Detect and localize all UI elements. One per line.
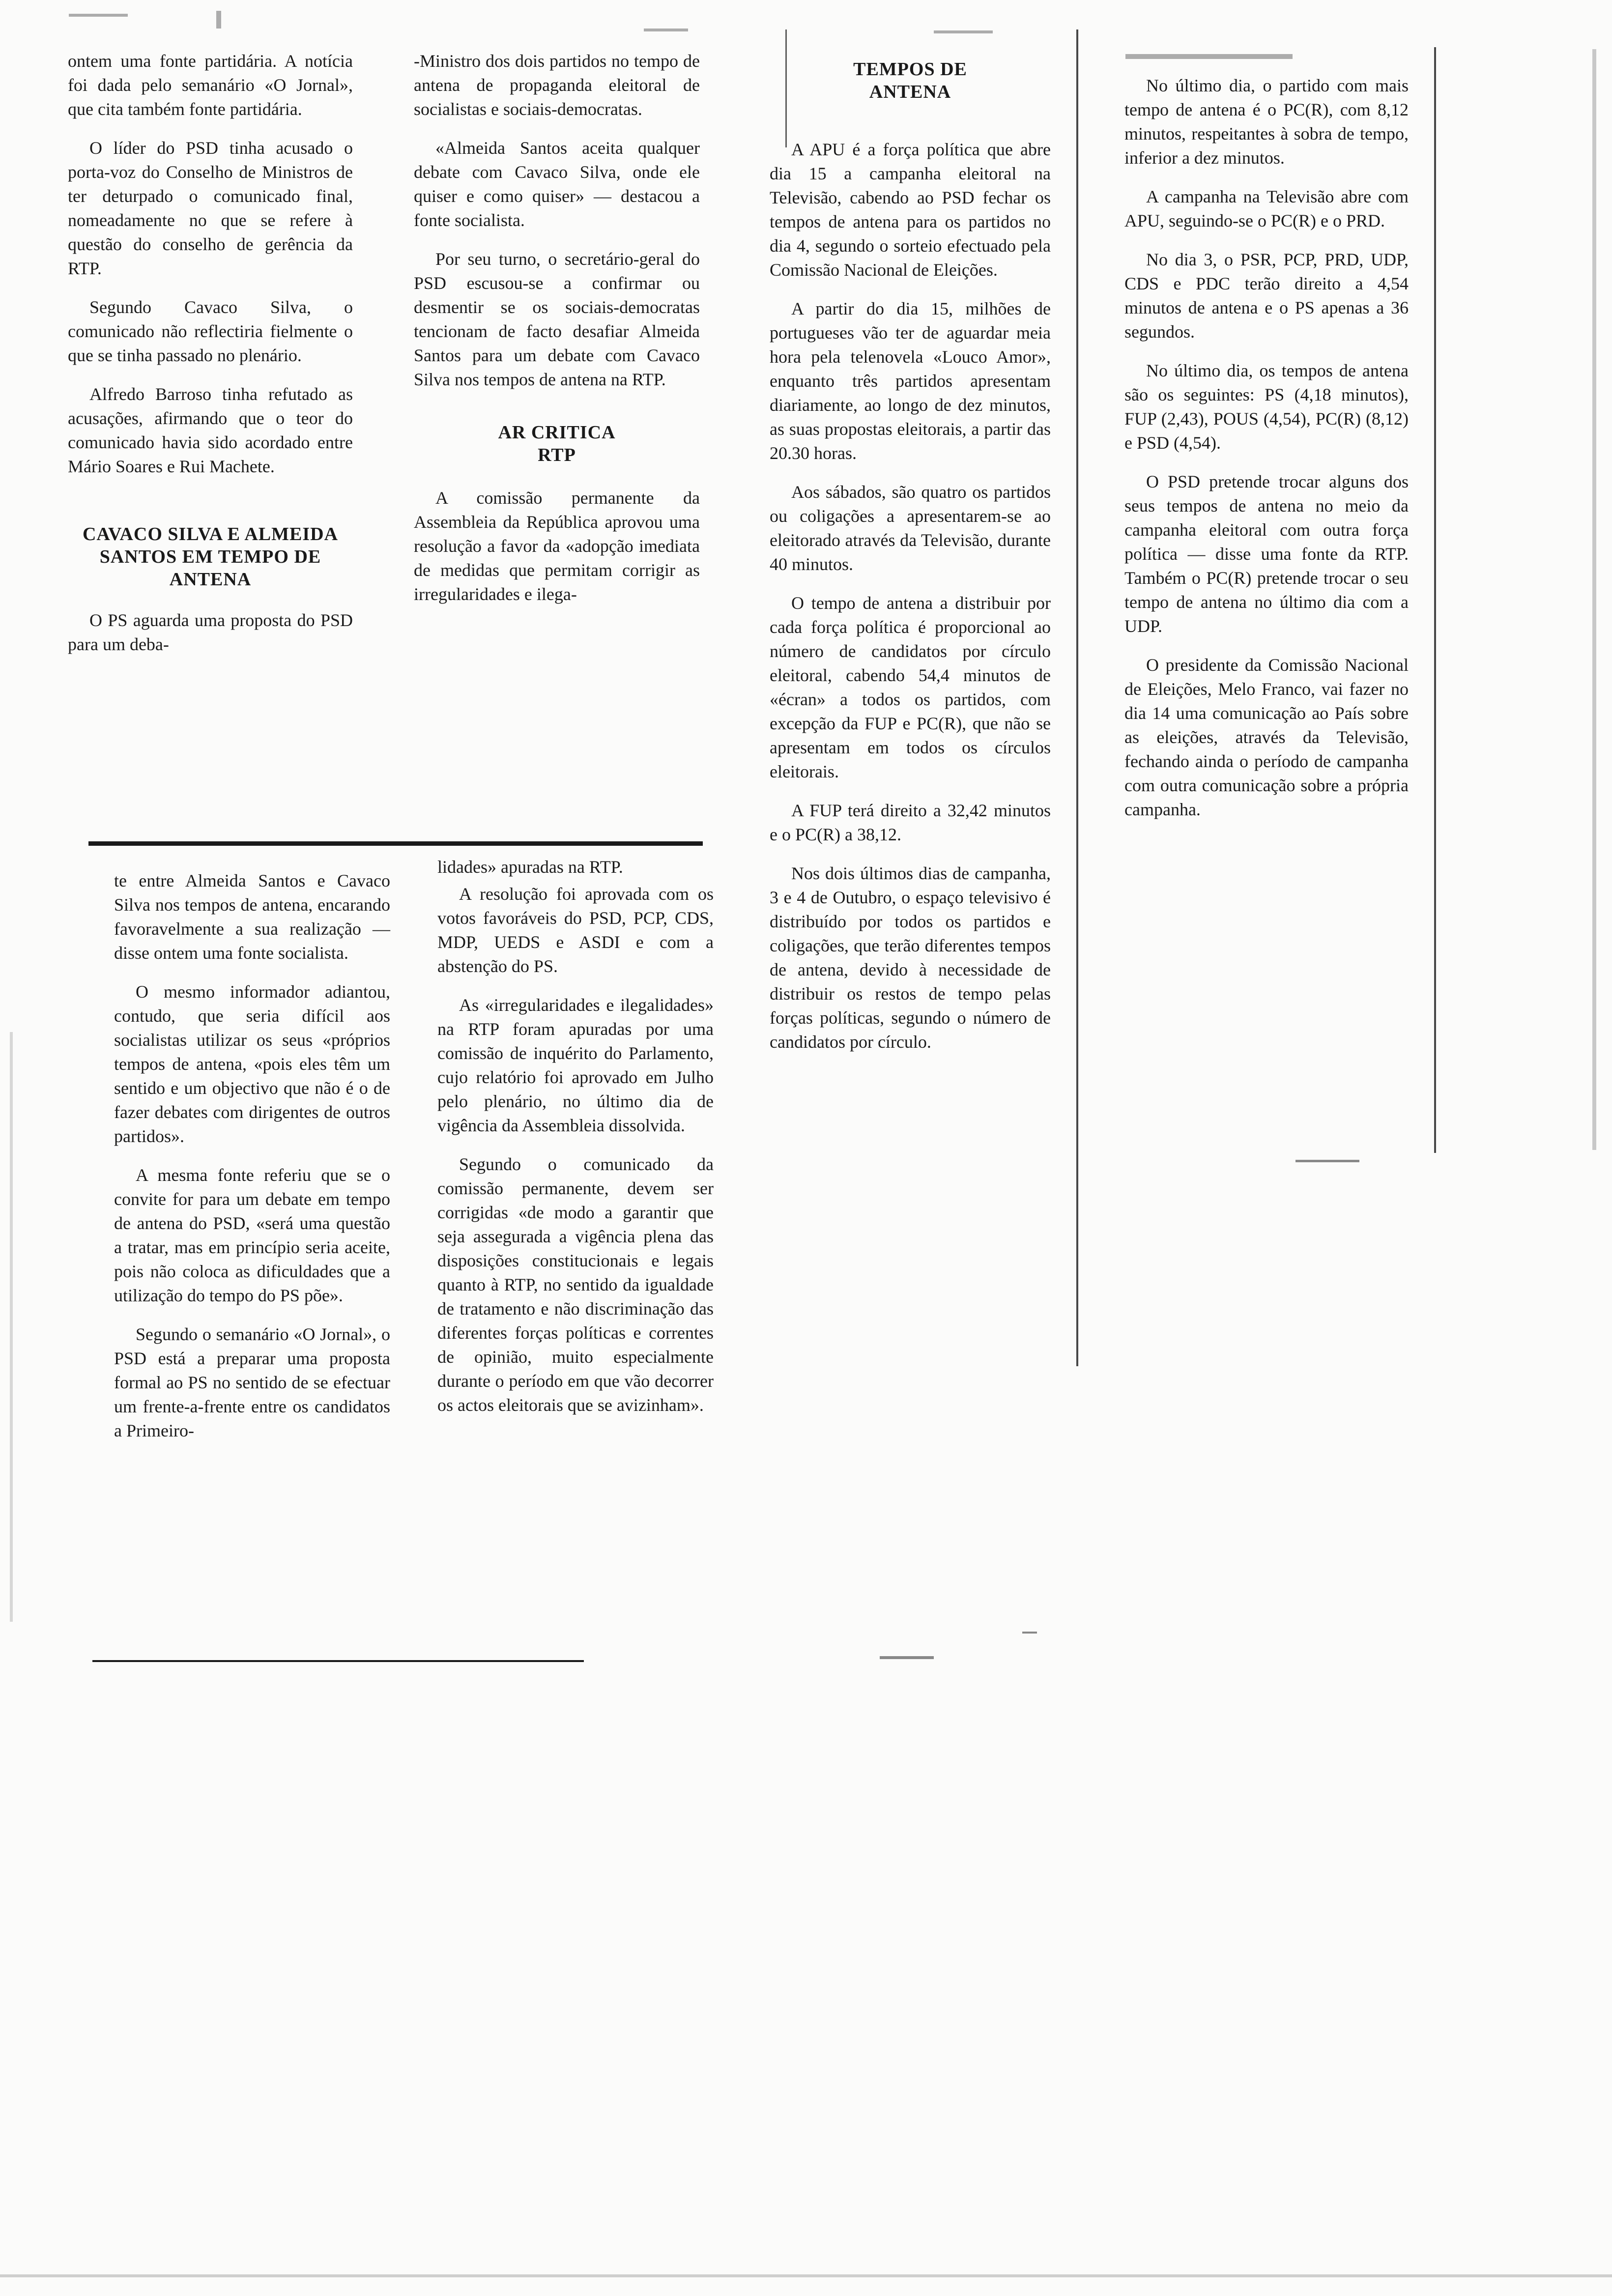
col2-top-lead: A comissão permanente da Assembleia da República aprovou uma resolução a favor da «adopção imediata de medidas que permitam corrigir as irregularidades e ilega- [414,488,700,604]
column-1-bottom [114,869,390,1458]
col4-paragraph-3: No dia 3, o PSR, PCP, PRD, UDP, CDS e PDC terão direito a 4,54 minutos de antena e o PS apenas a 36 segundos. [1124,250,1409,342]
col1-bottom-paragraph-2: O mesmo informador adiantou, contudo, que seria difícil aos socialistas utilizar os seus «próprios tempos de antena, «pois eles têm um sentido e um objectivo que não é o de fazer debates com dirigentes de outros partidos». [114,982,390,1146]
col1-top-lead: O PS aguarda uma proposta do PSD para um deba- [68,610,353,654]
col1-bottom-paragraph-3: A mesma fonte referiu que se o convite for para um debate em tempo de antena do PSD, «será uma questão a tratar, mas em princípio seria aceite, pois não coloca as dificuldades que a utilização do tempo do PS põe». [114,1165,390,1305]
col3-paragraph-6: Nos dois últimos dias de campanha, 3 e 4 de Outubro, o espaço televisivo é distribuído por todos os partidos e coligações, que terão diferentes tempos de antena, devido à necessidade de distribuir os restos de tempo pelas forças políticas, segundo o número de candidatos por círculo. [770,863,1051,1052]
col3-paragraph-2: A partir do dia 15, milhões de portugueses vão ter de aguardar meia hora pela telenovela «Louco Amor», enquanto três partidos apresentam diariamente, ao longo de dez minutos, as suas propostas eleitorais, a partir das 20.30 horas. [770,299,1051,463]
column-divider-3-4 [1076,29,1078,1366]
col2-bottom-paragraph-4: Segundo o comunicado da comissão permanente, devem ser corrigidas «de modo a garantir que seja assegurada a vigência plena das disposições constitucionais e legais quanto à RTP, no sentido da igualdade de tratamento e não discriminação das diferentes forças políticas e correntes de opinião, muito especialmente durante o período em que vão decorrer os actos eleitorais que se avizinham». [437,1154,714,1415]
col1-top-paragraph-2: O líder do PSD tinha acusado o porta-voz do Conselho de Ministros de ter deturpado o comunicado final, nomeadamente no que se refere à questão do conselho de gerência da RTP. [68,138,353,278]
column-4-right-rule [1434,47,1436,1153]
column-2-top [414,49,700,621]
scan-artifact [644,29,688,31]
col3-paragraph-4: O tempo de antena a distribuir por cada força política é proporcional ao número de candidatos por círculo eleitoral, cabendo 54,4 minutos de «écran» a todos os partidos, com excepção da FUP e PC(R), que não se apresentam em todos os círculos eleitorais. [770,593,1051,781]
col2-bottom-paragraph-3: As «irregularidades e ilegalidades» na RTP foram apuradas por uma comissão de inquérito do Parlamento, cujo relatório foi aprovado em Julho pelo plenário, no último dia de vigência da Assembleia dissolvida. [437,995,714,1135]
column-3 [770,58,1051,1069]
col3-paragraph-3: Aos sábados, são quatro os partidos ou coligações a apresentarem-se ao eleitorado através da Televisão, durante 40 minutos. [770,482,1051,574]
scan-artifact [0,2274,1612,2277]
column-1-top [68,49,353,671]
column-2-bottom [437,855,714,1432]
col2-top-paragraph-3: Por seu turno, o secretário-geral do PSD escusou-se a confirmar ou desmentir se os sociais-democratas tencionam de facto desafiar Almeida Santos para um debate com Cavaco Silva nos tempos de antena na RTP. [414,249,700,389]
col1-bottom-paragraph-1: te entre Almeida Santos e Cavaco Silva nos tempos de antena, encarando favoravelmente a sua realização — disse ontem uma fonte socialista. [114,871,390,963]
col4-paragraph-2: A campanha na Televisão abre com APU, seguindo-se o PC(R) e o PRD. [1124,187,1409,230]
column-4 [1124,74,1409,836]
scan-artifact [1022,1632,1037,1634]
headline-cavaco-almeida: CAVACO SILVA E ALMEIDA SANTOS EM TEMPO DE ANTENA [82,524,339,590]
scan-artifact [69,14,128,17]
col4-paragraph-5: O PSD pretende trocar alguns dos seus tempos de antena no meio da campanha eleitoral com outra força política — disse uma fonte da RTP. Também o PC(R) pretende trocar o seu tempo de antena no último dia com a UDP. [1124,472,1409,636]
scan-artifact [1125,54,1293,59]
col3-paragraph-5: A FUP terá direito a 32,42 minutos e o PC(R) a 38,12. [770,801,1051,844]
col2-bottom-paragraph-2: A resolução foi aprovada com os votos favoráveis do PSD, PCP, CDS, MDP, UEDS e ASDI e com a abstenção do PS. [437,884,714,976]
col2-top-paragraph-1: -Ministro dos dois partidos no tempo de antena de propaganda eleitoral de socialistas e sociais-democratas. [414,51,700,119]
scan-artifact [934,30,993,33]
col1-top-paragraph-3: Segundo Cavaco Silva, o comunicado não reflectiria fielmente o que se tinha passado no plenário. [68,297,353,365]
col4-paragraph-6: O presidente da Comissão Nacional de Eleições, Melo Franco, vai fazer no dia 14 uma comunicação ao País sobre as eleições, através da Televisão, fechando ainda o período de campanha com outra comunicação sobre a própria campanha. [1124,655,1409,819]
col3-paragraph-1: A APU é a força política que abre dia 15 a campanha eleitoral na Televisão, cabendo ao PSD fechar os tempos de antena para os partidos no dia 4, segundo o sorteio efectuado pela Comissão Nacional de Eleições. [770,140,1051,280]
scan-artifact [10,1032,13,1622]
headline-tempos-de-antena: TEMPOS DE ANTENA [853,59,967,102]
col2-bottom-paragraph-1: lidades» apuradas na RTP. [437,857,623,877]
scan-artifact [1592,49,1596,1150]
col4-paragraph-4: No último dia, os tempos de antena são os seguintes: PS (4,18 minutos), FUP (2,43), POUS (4,54), PC(R) (8,12) e PSD (4,54). [1124,361,1409,453]
col1-top-paragraph-4: Alfredo Barroso tinha refutado as acusações, afirmando que o teor do comunicado havia sido acordado entre Mário Soares e Rui Machete. [68,384,353,476]
end-mark [1295,1160,1359,1162]
col4-paragraph-1: No último dia, o partido com mais tempo de antena é o PC(R), com 8,12 minutos, respeitantes à sobra de tempo, inferior a dez minutos. [1124,76,1409,168]
headline-ar-critica-rtp: AR CRITICA RTP [498,422,616,465]
section-divider [88,841,703,846]
bottom-rule [92,1660,584,1662]
col1-top-paragraph-1: ontem uma fonte partidária. A notícia foi dada pelo semanário «O Jornal», que cita também fonte partidária. [68,51,353,119]
scan-artifact [216,11,221,29]
scan-artifact [880,1656,934,1659]
col1-bottom-paragraph-4: Segundo o semanário «O Jornal», o PSD está a preparar uma proposta formal ao PS no sentido de se efectuar um frente-a-frente entre os candidatos a Primeiro- [114,1324,390,1440]
col2-top-paragraph-2: «Almeida Santos aceita qualquer debate com Cavaco Silva, onde ele quiser e como quiser» — destacou a fonte socialista. [414,138,700,230]
